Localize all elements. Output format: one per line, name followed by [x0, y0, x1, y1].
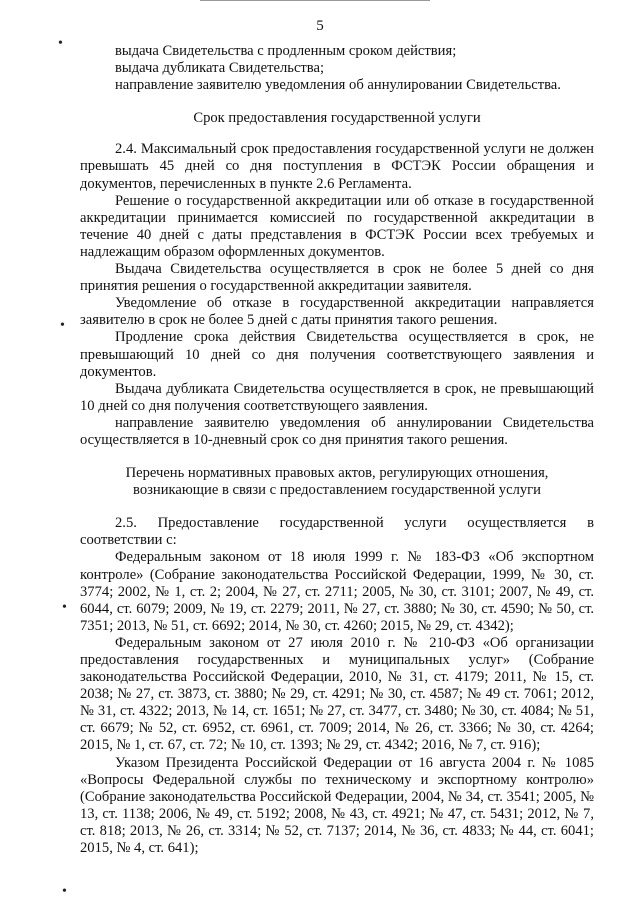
- paragraph: Выдача Свидетельства осуществляется в срок не более 5 дней со дня принятия решения о государственной аккредитации заявителя.: [80, 261, 594, 295]
- section-heading: Перечень нормативных правовых актов, регулирующих отношения, возникающие в связи с предоставлением государственной услуги: [125, 465, 549, 499]
- scan-dot-mark: •: [62, 884, 67, 899]
- paragraph: направление заявителю уведомления об аннулировании Свидетельства осуществляется в 10-дневный срок со дня принятия такого решения.: [80, 414, 594, 448]
- paragraph: Решение о государственной аккредитации или об отказе в государственной аккредитации принимается комиссией по государственной аккредитации в течение 40 дней с даты представления в ФСТЭК России всех требуемых и надлежащим образом оформленных документов.: [80, 192, 594, 260]
- scan-dot-mark: •: [60, 318, 65, 333]
- scan-dot-mark: •: [58, 36, 63, 51]
- paragraph: Федеральным законом от 27 июля 2010 г. № 210-ФЗ «Об организации предоставления государственных и муниципальных услуг» (Собрание законодательства Российской Федерации, 2010, № 31, ст. 4179; 2011, № 15, ст. 2038; № 27, ст. 3873, ст. 3880; № 29, ст. 4291; № 30, ст. 4587; № 49 ст. 7061; 2012, № 31, ст. 4322; 2013, № 14, ст. 1651; № 27, ст. 3477, ст. 3480; № 30, ст. 4084; № 51, ст. 6679; № 52, ст. 6952, ст. 6961, ст. 7009; 2014, № 26, ст. 3366; № 30, ст. 4264; 2015, № 1, ст. 67, ст. 72; № 10, ст. 1393; № 29, ст. 4342; 2016, № 7, ст. 916);: [80, 634, 594, 754]
- paragraph: 2.5. Предоставление государственной услуги осуществляется в соответствии с:: [80, 515, 594, 549]
- paragraph: Указом Президента Российской Федерации от 16 августа 2004 г. № 1085 «Вопросы Федеральной службы по техническому и экспортному контролю» (Собрание законодательства Российской Федерации, 2004, № 34, ст. 3541; 2005, № 13, ст. 1138; 2006, № 49, ст. 5192; 2008, № 43, ст. 4921; № 47, ст. 5431; 2012, № 7, ст. 818; 2013, № 26, ст. 3314; № 52, ст. 7137; 2014, № 36, ст. 4833; № 44, ст. 6041; 2015, № 4, ст. 641);: [80, 754, 594, 857]
- page-number: 5: [316, 18, 324, 34]
- paragraph: Федеральным законом от 18 июля 1999 г. № 183-ФЗ «Об экспортном контроле» (Собрание законодательства Российской Федерации, 1999, № 30, ст. 3774; 2002, № 1, ст. 2; 2004, № 27, ст. 2711; 2005, № 30, ст. 3101; 2007, № 49, ст. 6044, ст. 6079; 2009, № 19, ст. 2279; 2011, № 27, ст. 3880; № 30, ст. 4590; № 50, ст. 7351; 2013, № 51, ст. 6692; 2014, № 30, ст. 4260; 2015, № 29, ст. 4342);: [80, 549, 594, 634]
- top-edge-line: [200, 0, 430, 1]
- list-item: выдача дубликата Свидетельства;: [115, 60, 325, 77]
- list-item: направление заявителю уведомления об аннулировании Свидетельства.: [115, 77, 561, 94]
- paragraph: Продление срока действия Свидетельства осуществляется в срок, не превышающий 10 дней со дня получения соответствующего заявления и документов.: [80, 329, 594, 380]
- list-item: выдача Свидетельства с продленным сроком действия;: [115, 43, 457, 59]
- document-body: [80, 43, 594, 857]
- section-heading: Срок предоставления государственной услуги: [193, 110, 481, 127]
- scan-dot-mark: •: [62, 600, 67, 615]
- paragraph: 2.4. Максимальный срок предоставления государственной услуги не должен превышать 45 дней со дня поступления в ФСТЭК России обращения и документов, перечисленных в пункте 2.6 Регламента.: [80, 141, 594, 192]
- paragraph: Выдача дубликата Свидетельства осуществляется в срок, не превышающий 10 дней со дня получения соответствующего заявления.: [80, 380, 594, 414]
- paragraph: Уведомление об отказе в государственной аккредитации направляется заявителю в срок не более 5 дней с даты принятия такого решения.: [80, 295, 594, 329]
